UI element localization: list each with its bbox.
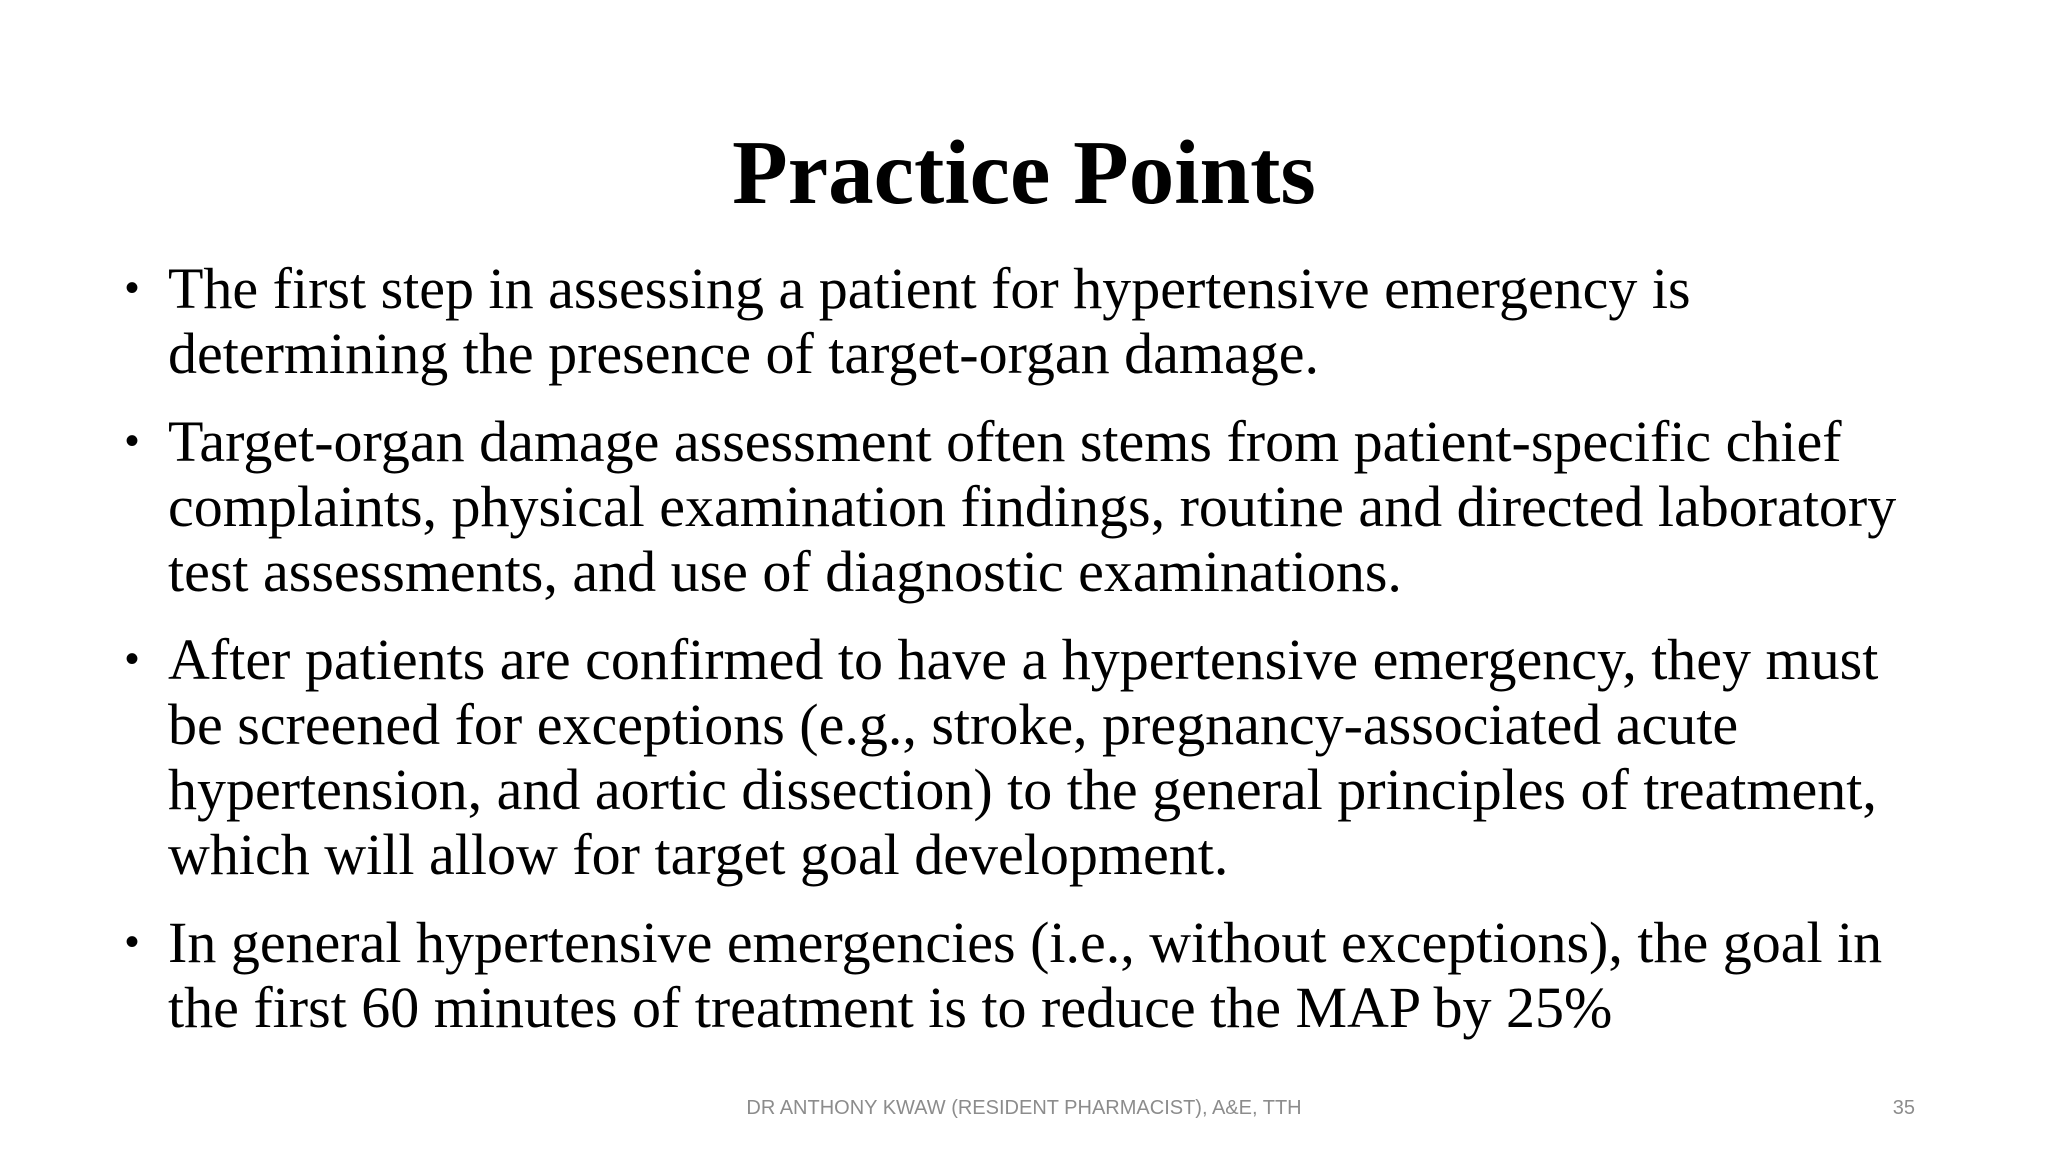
slide-footer: DR ANTHONY KWAW (RESIDENT PHARMACIST), A&E, TTH: [746, 1097, 1302, 1119]
slide-title: Practice Points: [732, 122, 1316, 223]
bullet-marker: •: [125, 419, 140, 463]
bullet-text: The first step in assessing a patient for hypertensive emergency is determining the presence of target-organ damage.: [168, 256, 1691, 386]
bullet-text: In general hypertensive emergencies (i.e., without exceptions), the goal in the first 60 minutes of treatment is to reduce the MAP by 25%: [168, 910, 1883, 1040]
bullet-item: [125, 910, 1935, 1040]
bullet-marker: •: [125, 266, 140, 310]
bullet-item: [125, 256, 1935, 386]
bullet-marker: •: [125, 637, 140, 681]
bullet-marker: •: [125, 920, 140, 964]
bullet-text: After patients are confirmed to have a hypertensive emergency, they must be screened for exceptions (e.g., stroke, pregnancy-associated acute hypertension, and aortic dissection) to the general principles of treatment, which will allow for target goal development.: [168, 627, 1879, 887]
bullet-text: Target-organ damage assessment often stems from patient-specific chief complaints, physical examination findings, routine and directed laboratory test assessments, and use of diagnostic examinations.: [168, 409, 1897, 604]
bullet-item: [125, 409, 1935, 604]
bullet-item: [125, 627, 1935, 887]
page-number: 35: [1892, 1097, 1915, 1119]
bullet-list: [125, 256, 1935, 1063]
